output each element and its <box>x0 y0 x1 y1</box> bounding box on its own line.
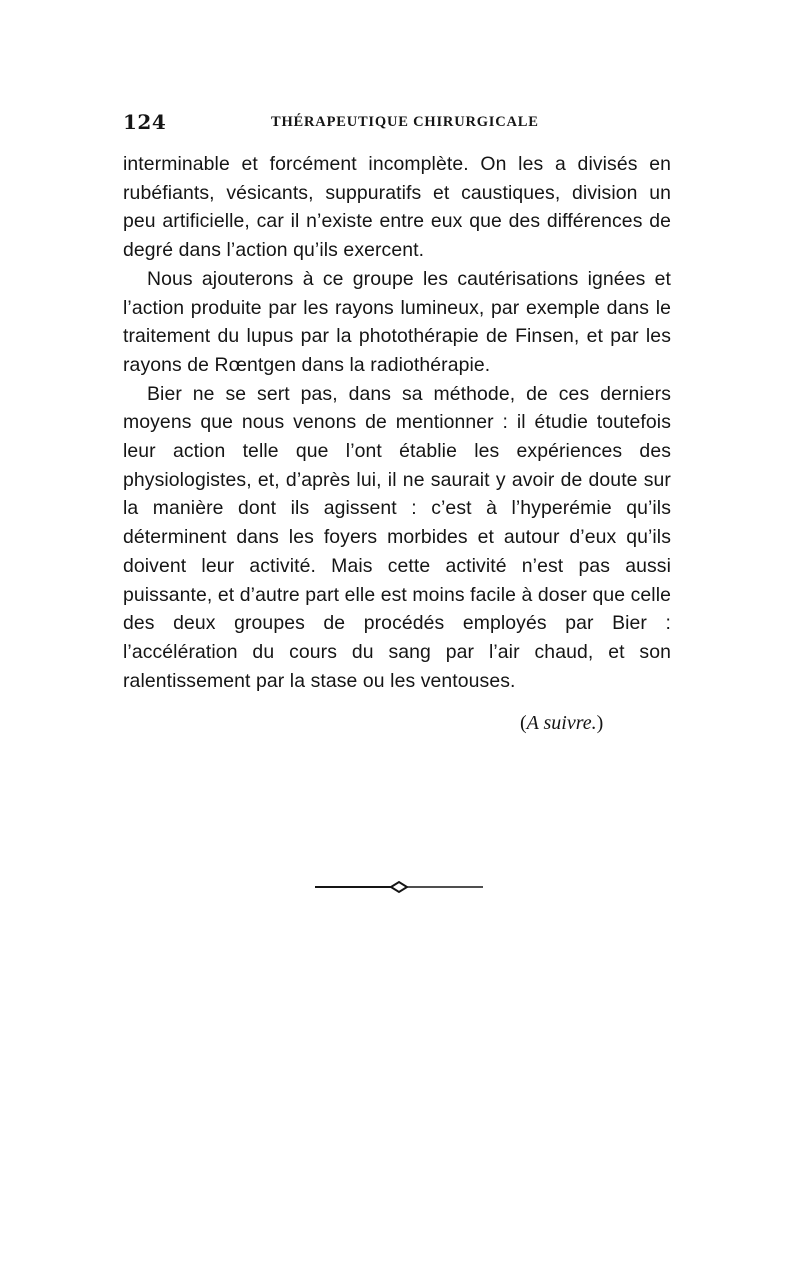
paragraph-continued: interminable et forcément incomplète. On les a divisés en rubéfiants, vésicants, suppuratifs et caustiques, division un peu artificielle, car il n’existe entre eux que des différences de degré dans l’action qu’ils exercent. <box>123 153 671 262</box>
running-title: THÉRAPEUTIQUE CHIRURGICALE <box>271 114 539 130</box>
body-text <box>123 150 671 695</box>
page-header <box>123 110 673 140</box>
rule-diamond <box>391 882 407 892</box>
page-number: 124 <box>123 110 167 134</box>
diamond-rule-icon <box>315 880 483 894</box>
continuation-close-paren: ) <box>596 712 604 734</box>
continuation-note <box>520 712 603 735</box>
continuation-text: A suivre. <box>526 712 597 734</box>
paragraph-cauterisations: Nous ajouterons à ce groupe les cautérisations ignées et l’action produite par les rayons lumineux, par exemple dans le traitement du lupus par la photothérapie de Finsen, et par les rayons de Rœntgen dans la radiothérapie. <box>123 267 671 376</box>
paragraph-bier-method: Bier ne se sert pas, dans sa méthode, de ces derniers moyens que nous venons de mentionner : il étudie toutefois leur action telle que l’ont établie les expériences des physiologistes, et, d’après lui, il ne saurait y avoir de doute sur la manière dont ils agissent : c’est à l’hyperémie qu’ils déterminent dans les foyers morbides et autour d’eux qu’ils doivent leur activité. Mais cette activité n’est pas aussi puissante, et d’autre part elle est moins facile à doser que celle des deux groupes de procédés employés par Bier : l’accélération du cours du sang par l’air chaud, et son ralentissement par la stase ou les ventouses. <box>123 382 671 692</box>
continuation-open-paren: ( <box>520 712 527 734</box>
